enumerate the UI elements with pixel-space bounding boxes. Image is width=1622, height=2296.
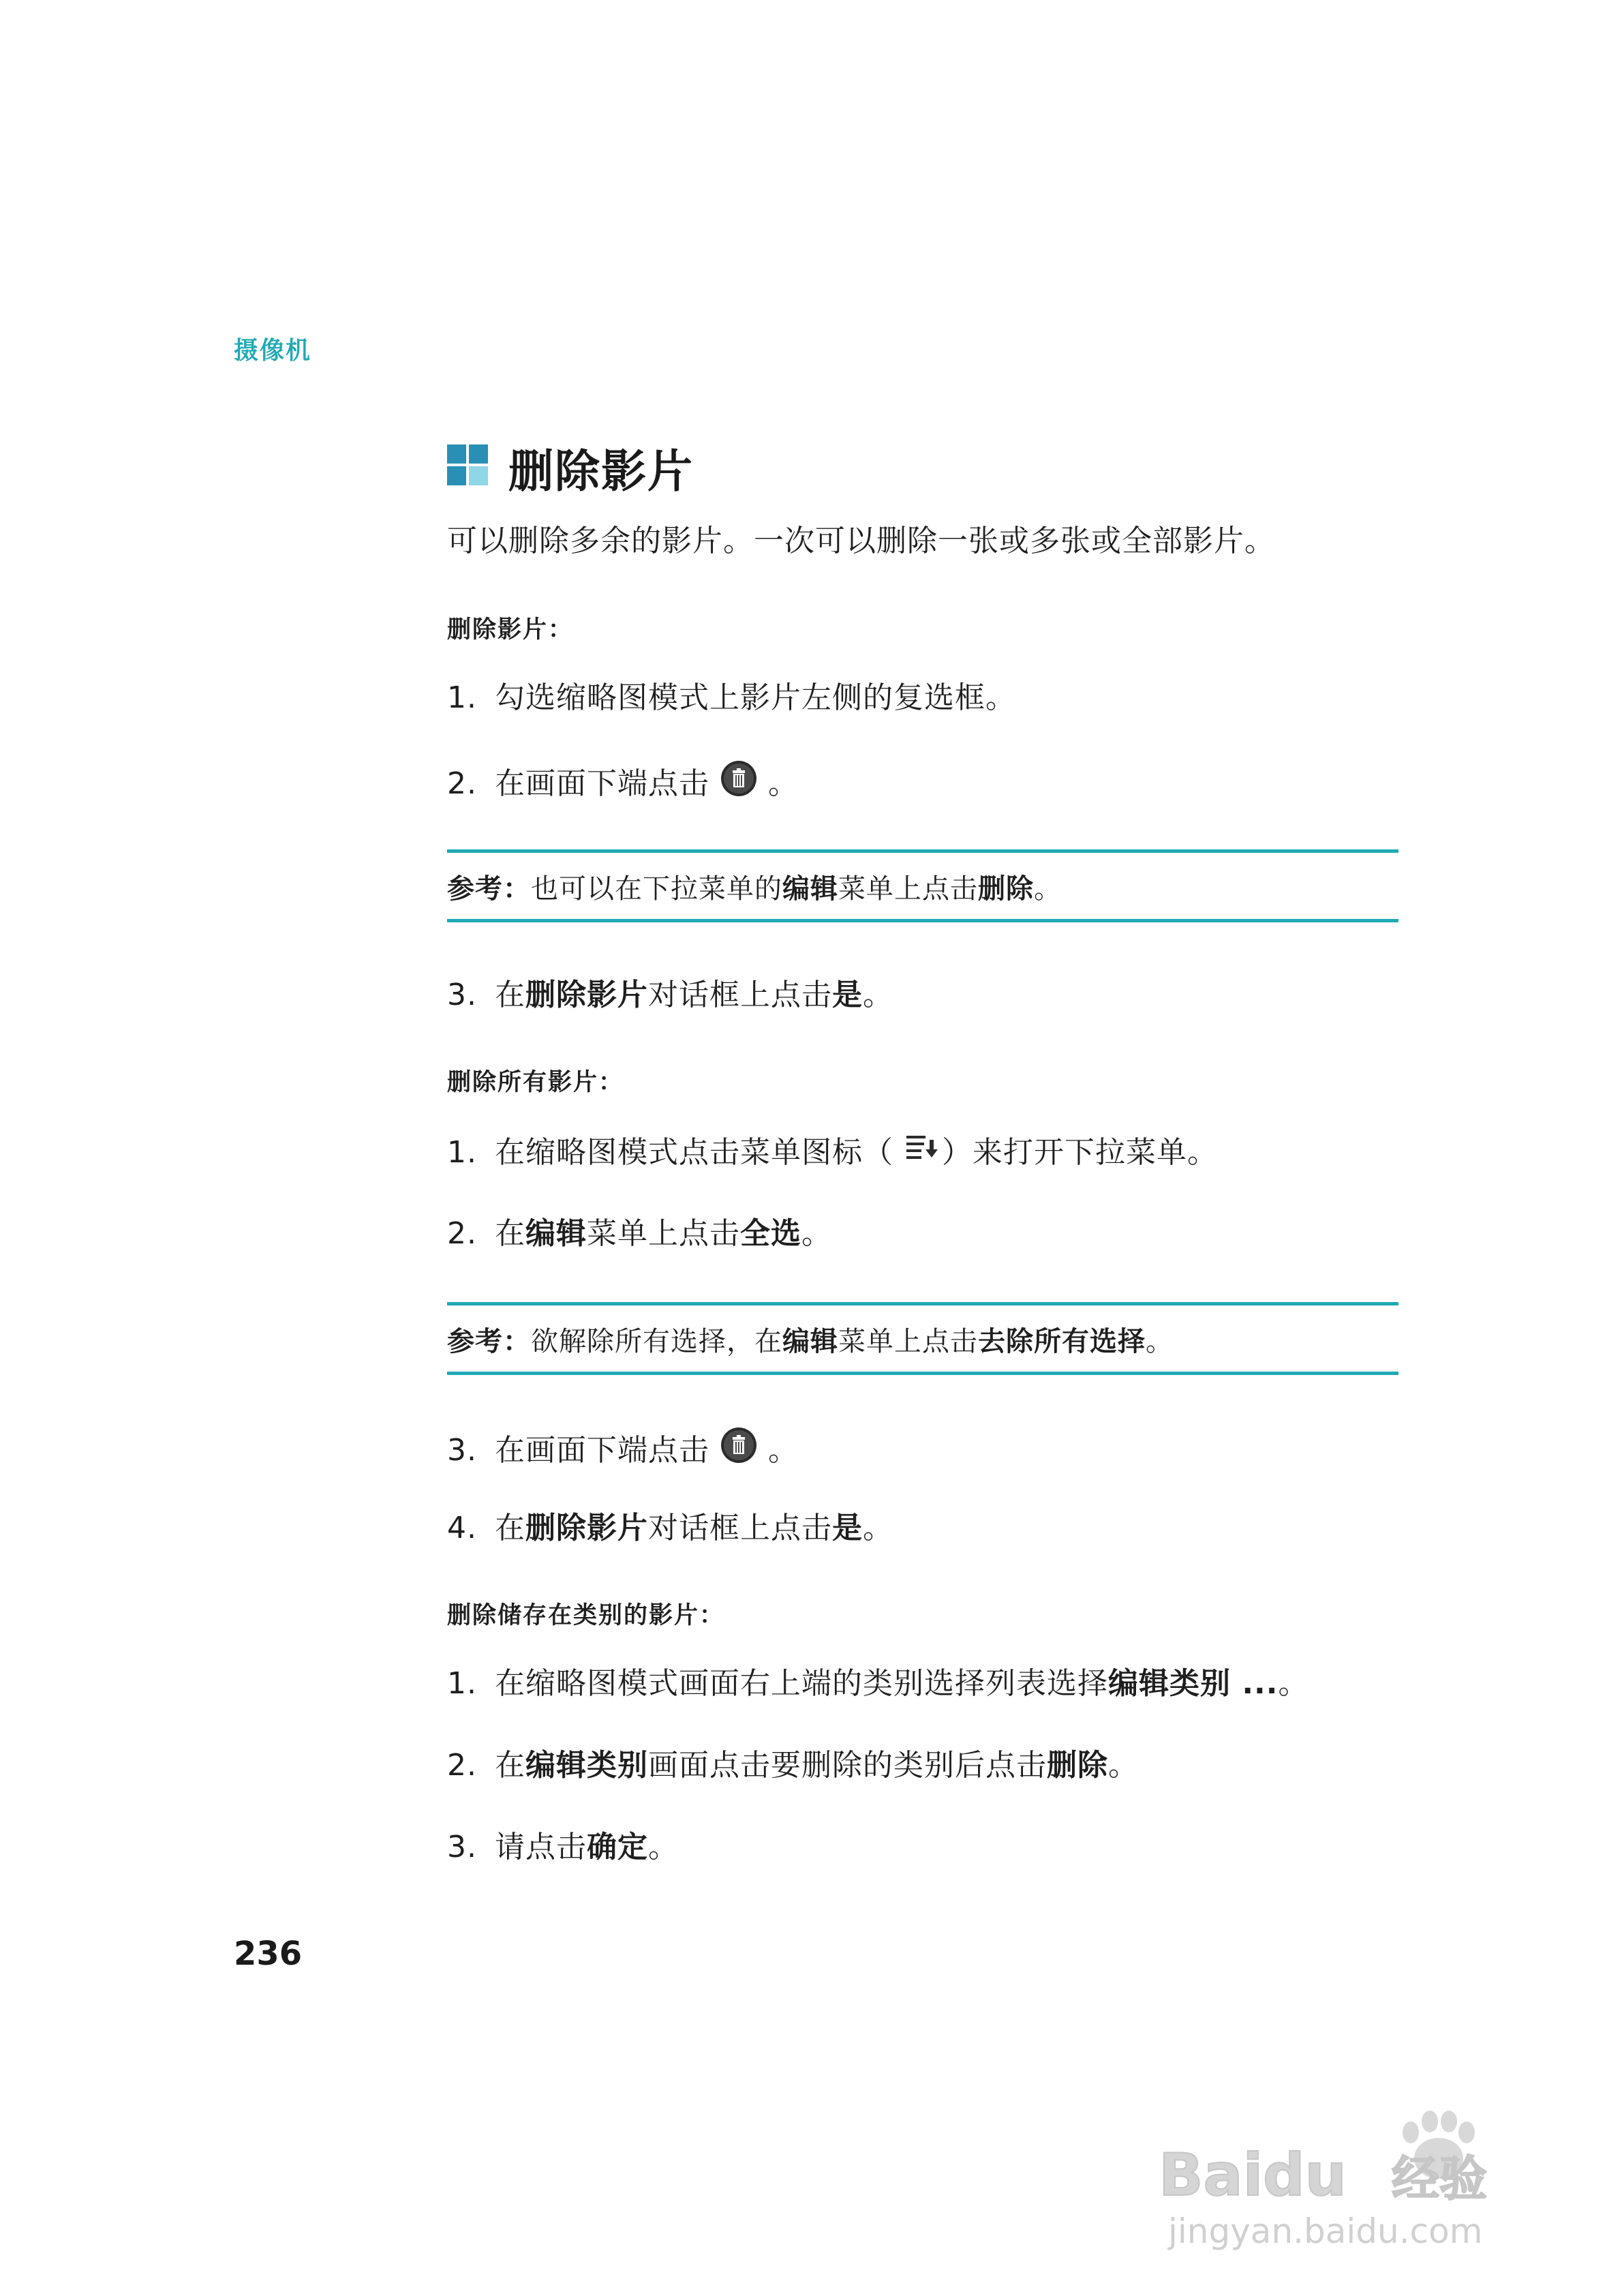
step-number: 3. [447,978,477,1012]
block2-step2: 2. 在编辑菜单上点击全选。 [447,1216,832,1251]
step-text: 在画面下端点击 [495,766,709,801]
step-number: 3. [447,1830,477,1864]
subheading-delete-all: 删除所有影片： [447,1069,624,1096]
block2-step4: 4. 在删除影片对话框上点击是。 [447,1511,893,1545]
step-text: 勾选缩略图模式上影片左侧的复选框。 [495,680,1016,715]
note-divider-bottom [447,919,1398,922]
step-number: 2. [447,1748,477,1783]
step-number: 4. [447,1511,477,1545]
intro-paragraph: 可以删除多余的影片。一次可以删除一张或多张或全部影片。 [447,524,1275,558]
step-number: 1. [447,680,477,715]
note-divider-top [447,849,1398,853]
block1-step1 [447,680,1016,716]
step-number: 3. [447,1432,477,1468]
block3-step1: 1. 在缩略图模式画面右上端的类别选择列表选择编辑类别 ...。 [447,1666,1309,1701]
baidu-watermark [1152,2093,1561,2256]
watermark-product: 经验 [1392,2151,1487,2207]
block2-step3: 3. 在画面下端点击 。 [447,1429,799,1476]
block1-step2: 2. 在画面下端点击 。 [447,762,799,809]
subheading-delete-category: 删除储存在类别的影片： [447,1602,725,1629]
chapter-title: 摄像机 [234,337,312,365]
watermark-brand: Baidu [1159,2141,1347,2209]
note-box-2: 参考：欲解除所有选择，在编辑菜单上点击去除所有选择。 [447,1326,1174,1357]
note-box-1: 参考：也可以在下拉菜单的编辑菜单上点击删除。 [447,873,1062,905]
menu-dropdown-icon[interactable] [904,1132,942,1172]
trash-icon[interactable] [720,759,758,806]
step-number: 1. [447,1666,477,1701]
block3-step3: 3. 请点击确定。 [447,1830,679,1864]
watermark-url: jingyan.baidu.com [1168,2211,1483,2251]
page-number: 236 [234,1935,303,1973]
note-divider-bottom [447,1372,1398,1375]
note-divider-top [447,1302,1398,1305]
step-number: 2. [447,1216,477,1251]
block3-step2: 2. 在编辑类别画面点击要删除的类别后点击删除。 [447,1748,1139,1783]
trash-icon[interactable] [720,1426,758,1473]
block2-step1: 1. 在缩略图模式点击菜单图标（ ）来打开下拉菜单。 [447,1134,1218,1175]
step-number: 1. [447,1134,477,1170]
step-number: 2. [447,766,477,801]
subheading-delete-video: 删除影片： [447,616,574,644]
section-title: 删除影片 [508,445,694,498]
section-icon [447,444,489,487]
block1-step3: 3. 在删除影片对话框上点击是。 [447,978,893,1012]
